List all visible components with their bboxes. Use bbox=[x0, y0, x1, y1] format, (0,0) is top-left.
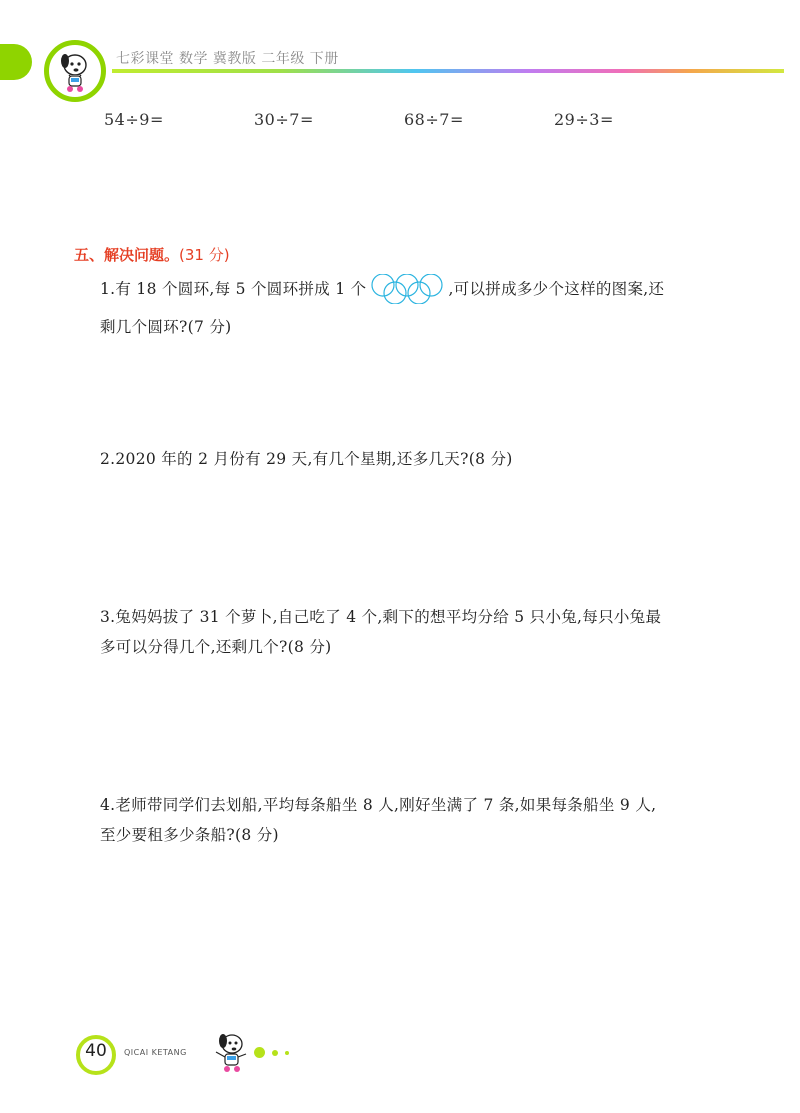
olympic-rings-figure bbox=[368, 274, 446, 304]
question-1-line-1 bbox=[100, 274, 740, 304]
question-3 bbox=[100, 602, 740, 662]
section-score: (31 分) bbox=[179, 246, 230, 264]
section-title bbox=[74, 244, 230, 265]
header-mascot-badge bbox=[44, 40, 106, 102]
page-number: 40 bbox=[85, 1041, 107, 1061]
footer-dot-small bbox=[285, 1051, 289, 1055]
question-4-line-2: 至少要租多少条船?(8 分) bbox=[100, 826, 279, 844]
question-1 bbox=[100, 274, 740, 342]
header-green-tab bbox=[0, 44, 32, 80]
calc-item: 30÷7= bbox=[254, 110, 314, 129]
mascot-dog-icon bbox=[206, 1028, 254, 1076]
question-3-line-2: 多可以分得几个,还剩几个?(8 分) bbox=[100, 638, 332, 656]
footer-dot-large bbox=[254, 1047, 265, 1058]
question-4-line-1: 4.老师带同学们去划船,平均每条船坐 8 人,刚好坐满了 7 条,如果每条船坐 9 人, bbox=[100, 796, 657, 814]
footer-mascot bbox=[206, 1028, 254, 1080]
calc-item: 29÷3= bbox=[554, 110, 614, 129]
section-title-text: 五、解决问题。 bbox=[74, 246, 180, 264]
calc-item: 54÷9= bbox=[104, 110, 164, 129]
book-title: 七彩课堂 数学 冀教版 二年级 下册 bbox=[116, 51, 339, 67]
mascot-dog-icon bbox=[49, 45, 101, 97]
question-1-line-2: 剩几个圆环?(7 分) bbox=[100, 318, 232, 336]
footer-brand: QICAI KETANG bbox=[124, 1048, 187, 1057]
question-4 bbox=[100, 790, 740, 850]
footer-dot-medium bbox=[272, 1050, 278, 1056]
question-1-text-a: 1.有 18 个圆环,每 5 个圆环拼成 1 个 bbox=[100, 280, 367, 298]
question-3-line-1: 3.兔妈妈拔了 31 个萝卜,自己吃了 4 个,剩下的想平均分给 5 只小兔,每只小兔最 bbox=[100, 608, 662, 626]
question-2: 2.2020 年的 2 月份有 29 天,有几个星期,还多几天?(8 分) bbox=[100, 450, 513, 468]
question-1-text-b: ,可以拼成多少个这样的图案,还 bbox=[448, 280, 665, 298]
calc-item: 68÷7= bbox=[404, 110, 464, 129]
header-rainbow-rule bbox=[112, 69, 784, 73]
